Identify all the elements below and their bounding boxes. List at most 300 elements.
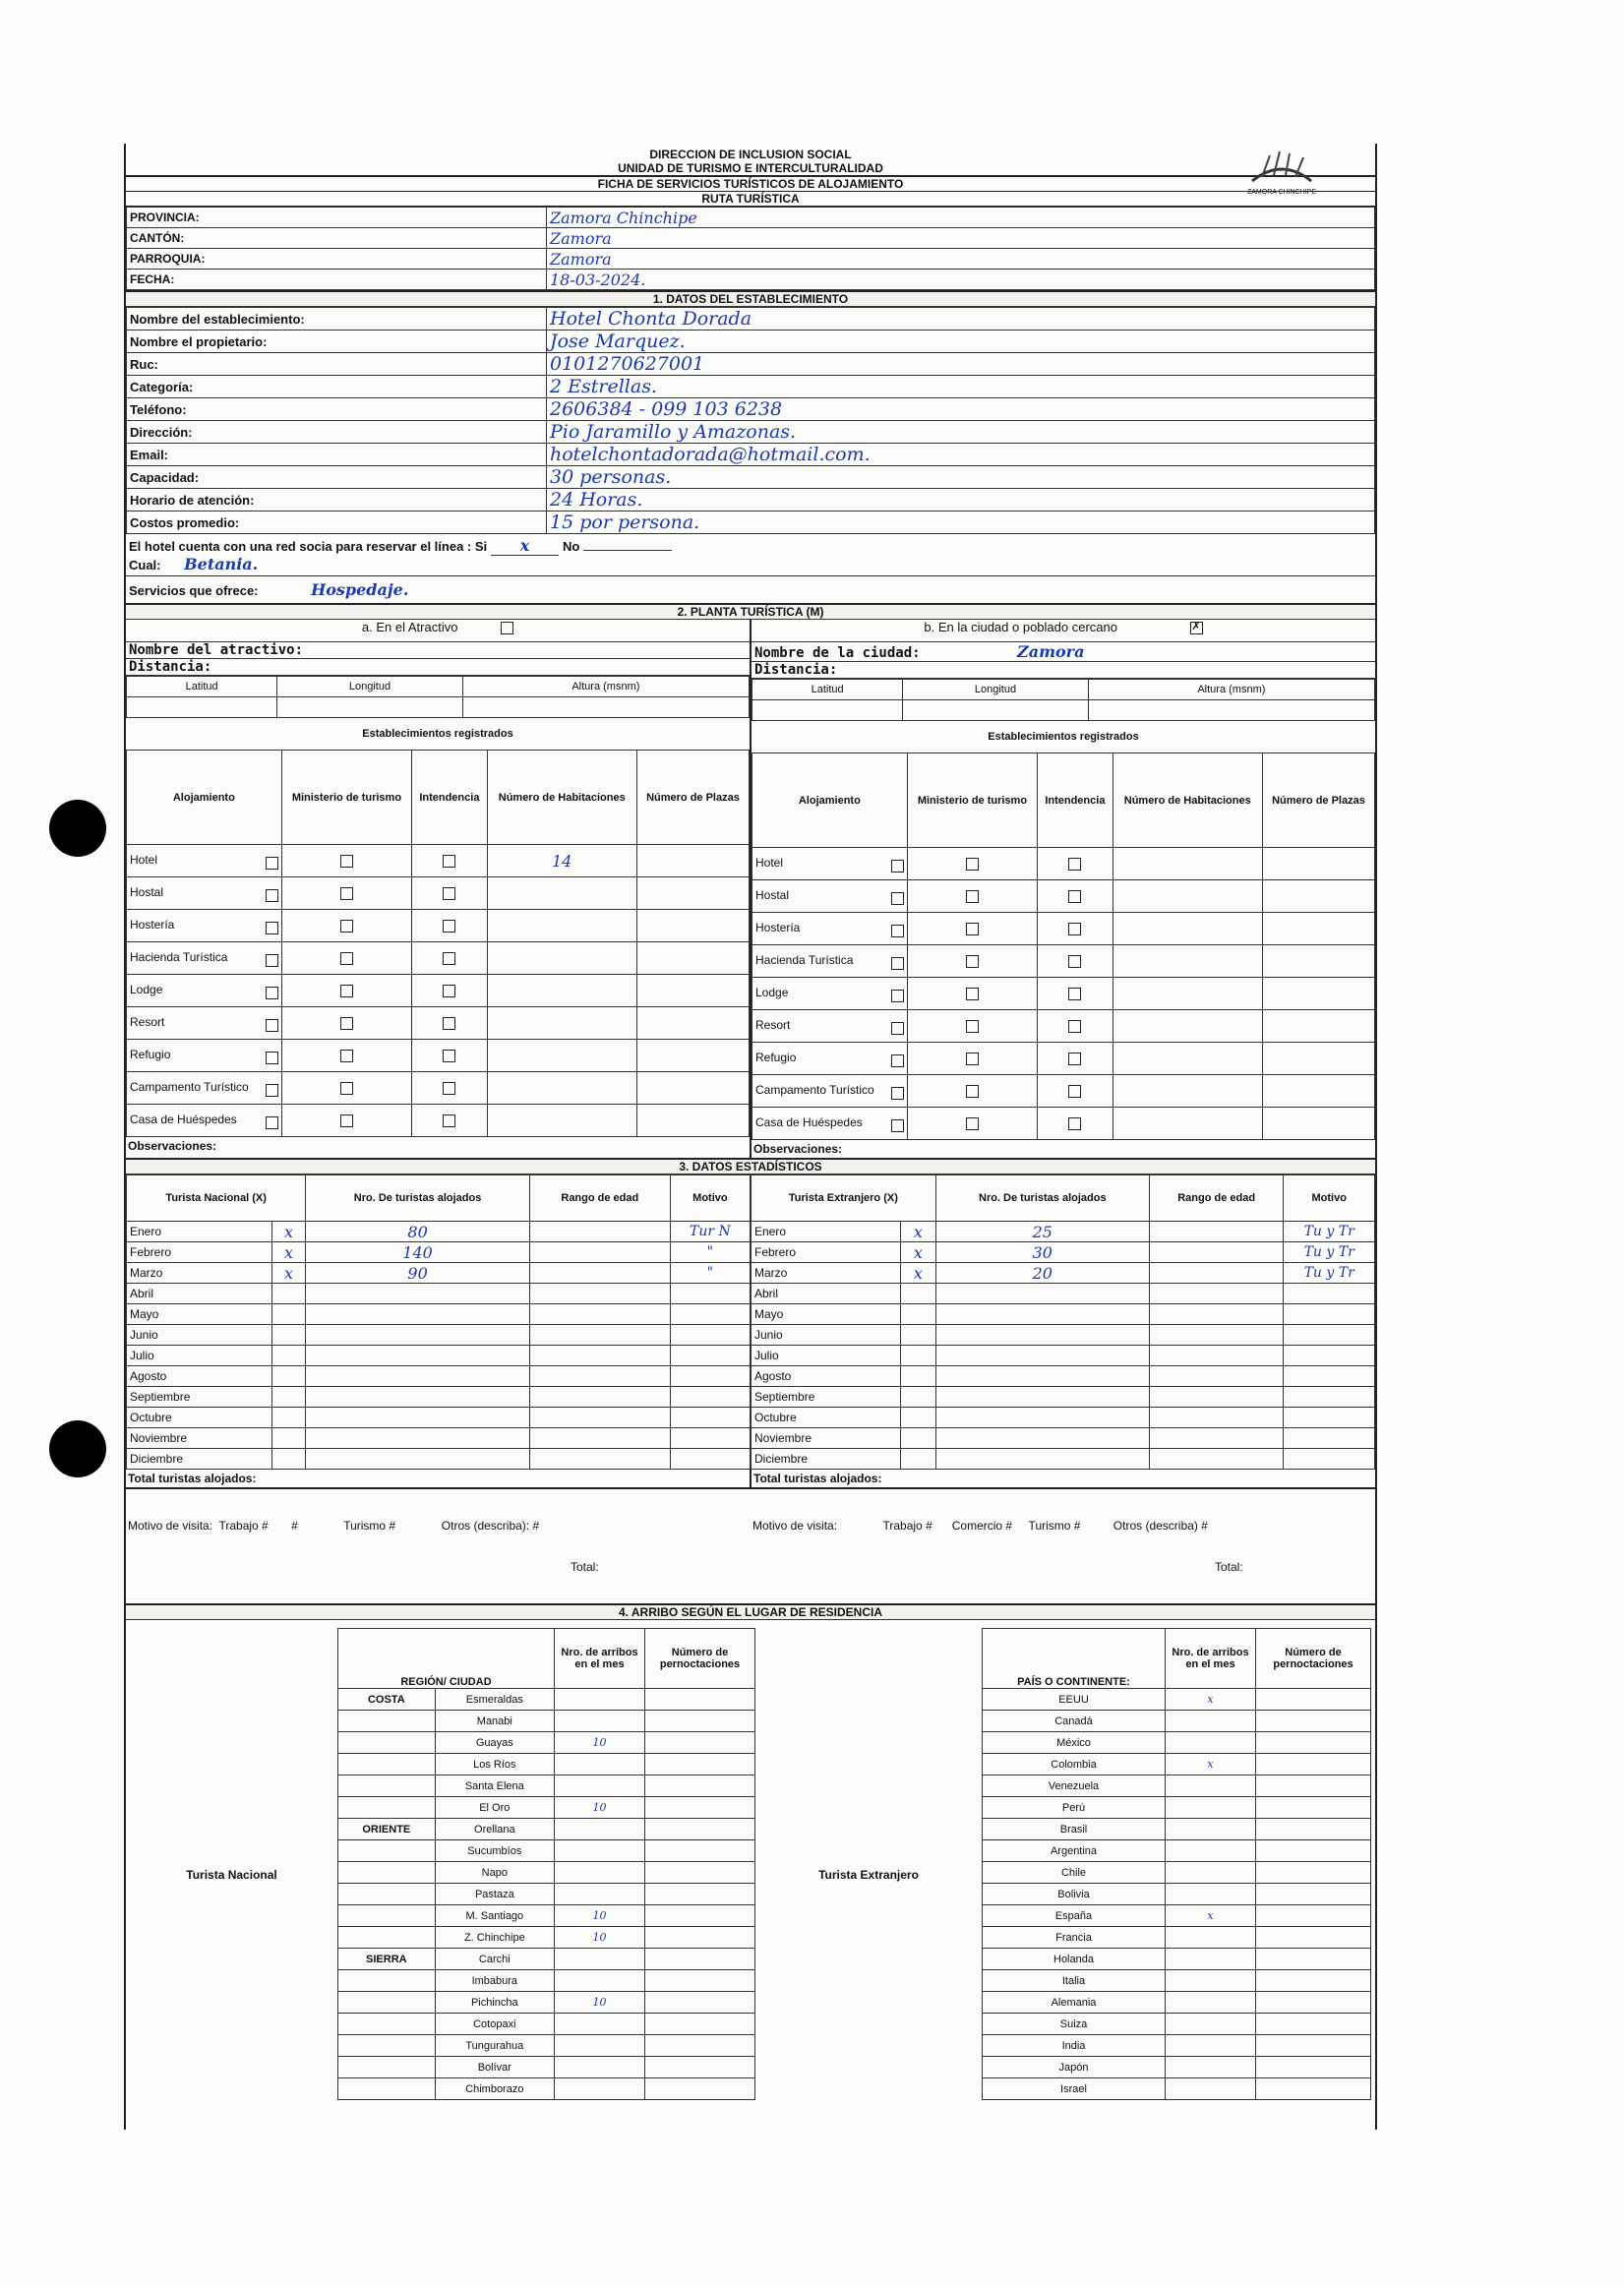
pernoct-cell — [645, 1884, 755, 1905]
estab-row — [752, 848, 1375, 880]
ministerio-checkbox[interactable] — [340, 1114, 353, 1127]
city-name: Cotopaxi — [435, 2014, 554, 2035]
ministerio-checkbox[interactable] — [340, 985, 353, 997]
city-name: Orellana — [435, 1819, 554, 1840]
plazas-cell — [636, 1007, 749, 1040]
motivo-cell: Tu y Tr — [1284, 1222, 1375, 1242]
region-row — [338, 2014, 755, 2035]
arribos-cell — [555, 1711, 645, 1732]
ministerio-cell — [281, 910, 412, 942]
country-arribos — [1166, 1992, 1256, 2014]
arribos-cell — [555, 2078, 645, 2100]
country-row — [983, 1732, 1371, 1754]
plazas-cell — [636, 1072, 749, 1105]
month-label: Febrero — [127, 1242, 272, 1263]
plazas-cell — [1262, 945, 1374, 978]
estab-row — [127, 845, 750, 877]
stats-col-header: Rango de edad — [1149, 1175, 1284, 1222]
age-cell — [529, 1284, 670, 1304]
age-cell — [1149, 1242, 1284, 1263]
pernoct-cell — [645, 1732, 755, 1754]
age-cell — [529, 1222, 670, 1242]
region-name — [338, 1775, 436, 1797]
month-row — [127, 1408, 751, 1428]
age-cell — [1149, 1346, 1284, 1366]
intendencia-checkbox[interactable] — [443, 1082, 455, 1095]
region-row — [338, 1949, 755, 1970]
country-row — [983, 1775, 1371, 1797]
form-header — [126, 144, 1375, 207]
location-row — [127, 270, 1375, 290]
estab-checkbox[interactable] — [891, 892, 904, 905]
intendencia-checkbox[interactable] — [1068, 858, 1081, 871]
ministerio-checkbox[interactable] — [340, 952, 353, 965]
intendencia-checkbox[interactable] — [443, 952, 455, 965]
estab-checkbox[interactable] — [266, 954, 278, 967]
left-title: a. En el Atractivo — [361, 620, 458, 634]
intendencia-checkbox[interactable] — [1068, 1053, 1081, 1065]
age-cell — [1149, 1325, 1284, 1346]
country-arribos — [1166, 1840, 1256, 1862]
country-name: España — [983, 1905, 1166, 1927]
region-row — [338, 1927, 755, 1949]
field-value: hotelchontadorada@hotmail.com. — [547, 444, 1375, 466]
estab-row — [752, 1043, 1375, 1075]
country-pernoct — [1256, 1927, 1371, 1949]
pernoct-cell — [645, 1905, 755, 1927]
ministerio-cell — [907, 945, 1038, 978]
arribos-header: Nro. de arribos en el mes — [555, 1629, 645, 1689]
estab-type-label: Lodge — [130, 982, 163, 996]
pernoct-cell — [645, 1775, 755, 1797]
right-name-value: Zamora — [1017, 642, 1085, 661]
left-checkbox[interactable] — [501, 622, 513, 634]
motivo-cell — [1284, 1346, 1375, 1366]
country-row — [983, 1884, 1371, 1905]
estab-checkbox[interactable] — [891, 925, 904, 937]
count-cell: 90 — [306, 1263, 529, 1284]
left-coords — [126, 676, 750, 718]
estab-type-label: Casa de Huéspedes — [755, 1114, 863, 1129]
estab-checkbox[interactable] — [266, 1084, 278, 1097]
motivo-cell — [670, 1387, 750, 1408]
arribos-cell: 10 — [555, 1992, 645, 2014]
field-value: 24 Horas. — [547, 489, 1375, 512]
intendencia-checkbox[interactable] — [443, 920, 455, 933]
estab-checkbox[interactable] — [266, 889, 278, 902]
header-line-1: DIRECCION DE INCLUSION SOCIAL — [649, 148, 852, 161]
country-arribos: x — [1166, 1689, 1256, 1711]
ministerio-cell — [281, 1105, 412, 1137]
header-line-3: FICHA DE SERVICIOS TURÍSTICOS DE ALOJAMIENTO — [126, 177, 1375, 192]
country-name: Argentina — [983, 1840, 1166, 1862]
count-cell: 140 — [306, 1242, 529, 1263]
month-row — [127, 1346, 751, 1366]
intendencia-checkbox[interactable] — [1068, 890, 1081, 903]
estab-type — [752, 1043, 908, 1075]
arribos-cell — [555, 2057, 645, 2078]
ministerio-checkbox[interactable] — [966, 890, 979, 903]
ministerio-checkbox[interactable] — [966, 923, 979, 935]
establishment-row — [127, 466, 1375, 489]
ministerio-cell — [281, 845, 412, 877]
motivo-cell — [670, 1325, 750, 1346]
estab-type — [752, 913, 908, 945]
coord-header: Altura (msnm) — [462, 677, 749, 697]
country-pernoct — [1256, 1949, 1371, 1970]
age-cell — [1149, 1408, 1284, 1428]
count-cell — [306, 1304, 529, 1325]
mark-cell — [271, 1366, 306, 1387]
country-arribos — [1166, 1732, 1256, 1754]
estab-type-label: Casa de Huéspedes — [130, 1112, 237, 1126]
motivo-right: Motivo de visita: Trabajo # Comercio # Turismo # Otros (describa) # — [752, 1519, 1208, 1533]
ministerio-cell — [907, 880, 1038, 913]
estab-checkbox[interactable] — [266, 1019, 278, 1032]
ministerio-checkbox[interactable] — [340, 920, 353, 933]
age-cell — [529, 1428, 670, 1449]
intendencia-checkbox[interactable] — [443, 1114, 455, 1127]
month-row — [752, 1284, 1375, 1304]
intendencia-checkbox[interactable] — [1068, 923, 1081, 935]
region-row — [338, 1689, 755, 1711]
intendencia-cell — [1038, 880, 1113, 913]
country-name: Italia — [983, 1970, 1166, 1992]
city-name: M. Santiago — [435, 1905, 554, 1927]
country-name: Colombia — [983, 1754, 1166, 1775]
month-label: Junio — [752, 1325, 901, 1346]
estab-checkbox[interactable] — [266, 1116, 278, 1129]
mark-cell — [271, 1428, 306, 1449]
field-value: Jose Marquez. — [547, 331, 1375, 353]
region-name — [338, 1732, 436, 1754]
month-label: Junio — [127, 1325, 272, 1346]
country-row — [983, 2014, 1371, 2035]
age-cell — [529, 1387, 670, 1408]
estab-type — [127, 1105, 282, 1137]
plazas-cell — [1262, 1108, 1374, 1140]
country-row — [983, 1754, 1371, 1775]
pernoct-cell — [645, 2035, 755, 2057]
estab-checkbox[interactable] — [266, 987, 278, 999]
country-arribos — [1166, 2057, 1256, 2078]
estab-checkbox[interactable] — [891, 990, 904, 1002]
motivo-cell — [670, 1304, 750, 1325]
country-pernoct — [1256, 1732, 1371, 1754]
country-name: Japón — [983, 2057, 1166, 2078]
arribos-cell: 10 — [555, 1905, 645, 1927]
month-label: Noviembre — [127, 1428, 272, 1449]
right-name-label: Nombre de la ciudad: — [754, 645, 921, 661]
estab-checkbox[interactable] — [891, 1022, 904, 1035]
mark-cell: x — [901, 1242, 936, 1263]
estab-type-label: Resort — [130, 1014, 165, 1029]
month-label: Noviembre — [752, 1428, 901, 1449]
country-arribos — [1166, 1949, 1256, 1970]
stats-col-header: Motivo — [1284, 1175, 1375, 1222]
motivo-cell — [1284, 1325, 1375, 1346]
pernoct-cell — [645, 1689, 755, 1711]
estab-row — [127, 910, 750, 942]
ministerio-checkbox[interactable] — [340, 887, 353, 900]
estab-col-header: Número de Habitaciones — [487, 751, 636, 845]
region-header: REGIÓN/ CIUDAD — [338, 1629, 555, 1689]
field-value: Pio Jaramillo y Amazonas. — [547, 421, 1375, 444]
month-label: Agosto — [752, 1366, 901, 1387]
estab-row — [752, 945, 1375, 978]
estab-row — [127, 1007, 750, 1040]
pernoct-cell — [645, 1862, 755, 1884]
estab-row — [127, 1040, 750, 1072]
intendencia-checkbox[interactable] — [443, 855, 455, 868]
country-pernoct — [1256, 1840, 1371, 1862]
section-4-title: 4. ARRIBO SEGÚN EL LUGAR DE RESIDENCIA — [126, 1605, 1375, 1620]
rooms-cell — [1113, 945, 1262, 978]
plazas-cell — [1262, 880, 1374, 913]
count-cell: 25 — [935, 1222, 1149, 1242]
nacional-total: Total turistas alojados: — [126, 1470, 752, 1487]
country-row — [983, 1689, 1371, 1711]
ministerio-checkbox[interactable] — [340, 1017, 353, 1030]
intendencia-checkbox[interactable] — [443, 1050, 455, 1062]
country-pernoct — [1256, 1970, 1371, 1992]
pernoct-cell — [645, 2014, 755, 2035]
age-cell — [1149, 1263, 1284, 1284]
region-name — [338, 2078, 436, 2100]
country-arribos: x — [1166, 1905, 1256, 1927]
country-row — [983, 1949, 1371, 1970]
region-row — [338, 1797, 755, 1819]
estab-col-header: Alojamiento — [752, 753, 908, 848]
pernoct-cell — [645, 1992, 755, 2014]
field-label: Teléfono: — [127, 398, 547, 421]
country-row — [983, 2057, 1371, 2078]
month-row — [752, 1242, 1375, 1263]
intendencia-cell — [1038, 1010, 1113, 1043]
estab-type — [127, 942, 282, 975]
ministerio-checkbox[interactable] — [966, 1085, 979, 1098]
field-value: 0101270627001 — [547, 353, 1375, 376]
city-name: El Oro — [435, 1797, 554, 1819]
cual-value: Betania. — [184, 555, 259, 573]
arribos-cell — [555, 1689, 645, 1711]
estab-row — [752, 913, 1375, 945]
ministerio-checkbox[interactable] — [966, 1020, 979, 1033]
ministerio-checkbox[interactable] — [966, 988, 979, 1000]
plazas-cell — [636, 942, 749, 975]
field-label: Dirección: — [127, 421, 547, 444]
total-left: Total: — [571, 1560, 599, 1574]
region-name — [338, 2057, 436, 2078]
city-name: Guayas — [435, 1732, 554, 1754]
month-row — [752, 1366, 1375, 1387]
extranjero-label: Turista Extranjero — [818, 1868, 919, 1882]
pernoct-cell — [645, 2078, 755, 2100]
month-row — [127, 1428, 751, 1449]
age-cell — [1149, 1284, 1284, 1304]
motivo-cell — [1284, 1366, 1375, 1387]
right-title: b. En la ciudad o poblado cercano — [924, 620, 1117, 634]
ministerio-checkbox[interactable] — [340, 855, 353, 868]
field-value: Hotel Chonta Dorada — [547, 308, 1375, 331]
intendencia-checkbox[interactable] — [443, 1017, 455, 1030]
estab-checkbox[interactable] — [891, 957, 904, 970]
establishment-row — [127, 353, 1375, 376]
mark-cell — [901, 1408, 936, 1428]
age-cell — [1149, 1387, 1284, 1408]
estab-col-header: Intendencia — [412, 751, 487, 845]
region-row — [338, 1862, 755, 1884]
age-cell — [529, 1325, 670, 1346]
region-name — [338, 2035, 436, 2057]
mark-cell — [901, 1284, 936, 1304]
count-cell — [935, 1325, 1149, 1346]
ministerio-checkbox[interactable] — [966, 955, 979, 968]
stats-col-header: Turista Nacional (X) — [127, 1175, 306, 1222]
motivo-cell — [1284, 1408, 1375, 1428]
month-label: Septiembre — [127, 1387, 272, 1408]
region-row — [338, 1819, 755, 1840]
ministerio-checkbox[interactable] — [966, 858, 979, 871]
estab-type — [127, 1040, 282, 1072]
rooms-cell — [487, 1040, 636, 1072]
estab-col-header: Intendencia — [1038, 753, 1113, 848]
estab-type — [127, 1007, 282, 1040]
location-row — [127, 249, 1375, 270]
ministerio-checkbox[interactable] — [966, 1117, 979, 1130]
intendencia-checkbox[interactable] — [1068, 955, 1081, 968]
estab-type-label: Hacienda Turística — [130, 949, 228, 964]
estab-checkbox[interactable] — [266, 1052, 278, 1064]
intendencia-checkbox[interactable] — [1068, 1117, 1081, 1130]
mark-cell — [271, 1304, 306, 1325]
estab-type-label: Resort — [755, 1017, 791, 1032]
intendencia-cell — [412, 1072, 487, 1105]
estab-checkbox[interactable] — [891, 860, 904, 873]
country-pernoct — [1256, 1992, 1371, 2014]
count-cell — [935, 1449, 1149, 1470]
mark-cell — [271, 1346, 306, 1366]
month-label: Julio — [752, 1346, 901, 1366]
red-no: No — [562, 539, 580, 554]
city-name: Napo — [435, 1862, 554, 1884]
location-value: Zamora Chinchipe — [547, 208, 1375, 228]
estab-type-label: Lodge — [755, 985, 789, 999]
ministerio-cell — [281, 1040, 412, 1072]
ministerio-cell — [907, 1108, 1038, 1140]
age-cell — [529, 1242, 670, 1263]
ministerio-checkbox[interactable] — [966, 1053, 979, 1065]
pernoct-cell — [645, 1927, 755, 1949]
ministerio-cell — [281, 942, 412, 975]
estab-checkbox[interactable] — [266, 922, 278, 934]
month-label: Abril — [752, 1284, 901, 1304]
section-3-title: 3. DATOS ESTADÍSTICOS — [126, 1158, 1375, 1174]
city-name: Pichincha — [435, 1992, 554, 2014]
ministerio-checkbox[interactable] — [340, 1082, 353, 1095]
rooms-cell — [1113, 1075, 1262, 1108]
city-name: Santa Elena — [435, 1775, 554, 1797]
estab-checkbox[interactable] — [891, 1119, 904, 1132]
motivo-cell: Tur N — [670, 1222, 750, 1242]
motivo-cell — [1284, 1428, 1375, 1449]
region-name — [338, 1992, 436, 2014]
country-arribos — [1166, 1775, 1256, 1797]
month-label: Marzo — [752, 1263, 901, 1284]
arribos-cell — [555, 1754, 645, 1775]
header-line-2: UNIDAD DE TURISMO E INTERCULTURALIDAD — [126, 161, 1375, 177]
plazas-cell — [636, 1105, 749, 1137]
coord-header: Latitud — [127, 677, 277, 697]
servicios-label: Servicios que ofrece: — [129, 583, 259, 598]
intendencia-cell — [412, 1105, 487, 1137]
plazas-cell — [636, 1040, 749, 1072]
month-label: Diciembre — [752, 1449, 901, 1470]
rooms-cell — [487, 1105, 636, 1137]
country-arribos — [1166, 1797, 1256, 1819]
left-distance-label: Distancia: — [126, 659, 750, 676]
intendencia-checkbox[interactable] — [1068, 988, 1081, 1000]
intendencia-cell — [1038, 1108, 1113, 1140]
arribos-cell — [555, 2035, 645, 2057]
age-cell — [1149, 1449, 1284, 1470]
region-row — [338, 1970, 755, 1992]
estab-checkbox[interactable] — [266, 857, 278, 870]
ministerio-cell — [907, 1043, 1038, 1075]
estab-col-header: Ministerio de turismo — [281, 751, 412, 845]
count-cell — [935, 1408, 1149, 1428]
ministerio-checkbox[interactable] — [340, 1050, 353, 1062]
pernoct-cell — [645, 2057, 755, 2078]
field-value: 2606384 - 099 103 6238 — [547, 398, 1375, 421]
country-pernoct — [1256, 2014, 1371, 2035]
intendencia-checkbox[interactable] — [443, 887, 455, 900]
ministerio-cell — [281, 1072, 412, 1105]
country-name: Venezuela — [983, 1775, 1166, 1797]
intendencia-checkbox[interactable] — [1068, 1085, 1081, 1098]
motivo-cell — [670, 1408, 750, 1428]
stats-col-header: Rango de edad — [529, 1175, 670, 1222]
arribos-header-2: Nro. de arribos en el mes — [1166, 1629, 1256, 1689]
establishment-row — [127, 308, 1375, 331]
estab-col-header: Número de Plazas — [636, 751, 749, 845]
estab-type — [752, 1075, 908, 1108]
motivo-cell: " — [670, 1263, 750, 1284]
country-arribos — [1166, 1927, 1256, 1949]
country-pernoct — [1256, 2078, 1371, 2100]
right-observaciones: Observaciones: — [753, 1142, 843, 1156]
intendencia-checkbox[interactable] — [443, 985, 455, 997]
estab-checkbox[interactable] — [891, 1087, 904, 1100]
intendencia-cell — [412, 942, 487, 975]
month-label: Abril — [127, 1284, 272, 1304]
city-name: Tungurahua — [435, 2035, 554, 2057]
right-checkbox[interactable]: ✗ — [1191, 621, 1201, 633]
estab-type-label: Refugio — [130, 1047, 171, 1061]
count-cell — [306, 1366, 529, 1387]
mark-cell — [271, 1449, 306, 1470]
ministerio-cell — [281, 1007, 412, 1040]
motivo-cell: Tu y Tr — [1284, 1242, 1375, 1263]
intendencia-checkbox[interactable] — [1068, 1020, 1081, 1033]
estab-row — [127, 1105, 750, 1137]
country-row — [983, 2078, 1371, 2100]
estab-col-header: Número de Plazas — [1262, 753, 1374, 848]
plazas-cell — [636, 845, 749, 877]
city-name: Imbabura — [435, 1970, 554, 1992]
estab-checkbox[interactable] — [891, 1054, 904, 1067]
cual-label: Cual: — [129, 558, 161, 572]
